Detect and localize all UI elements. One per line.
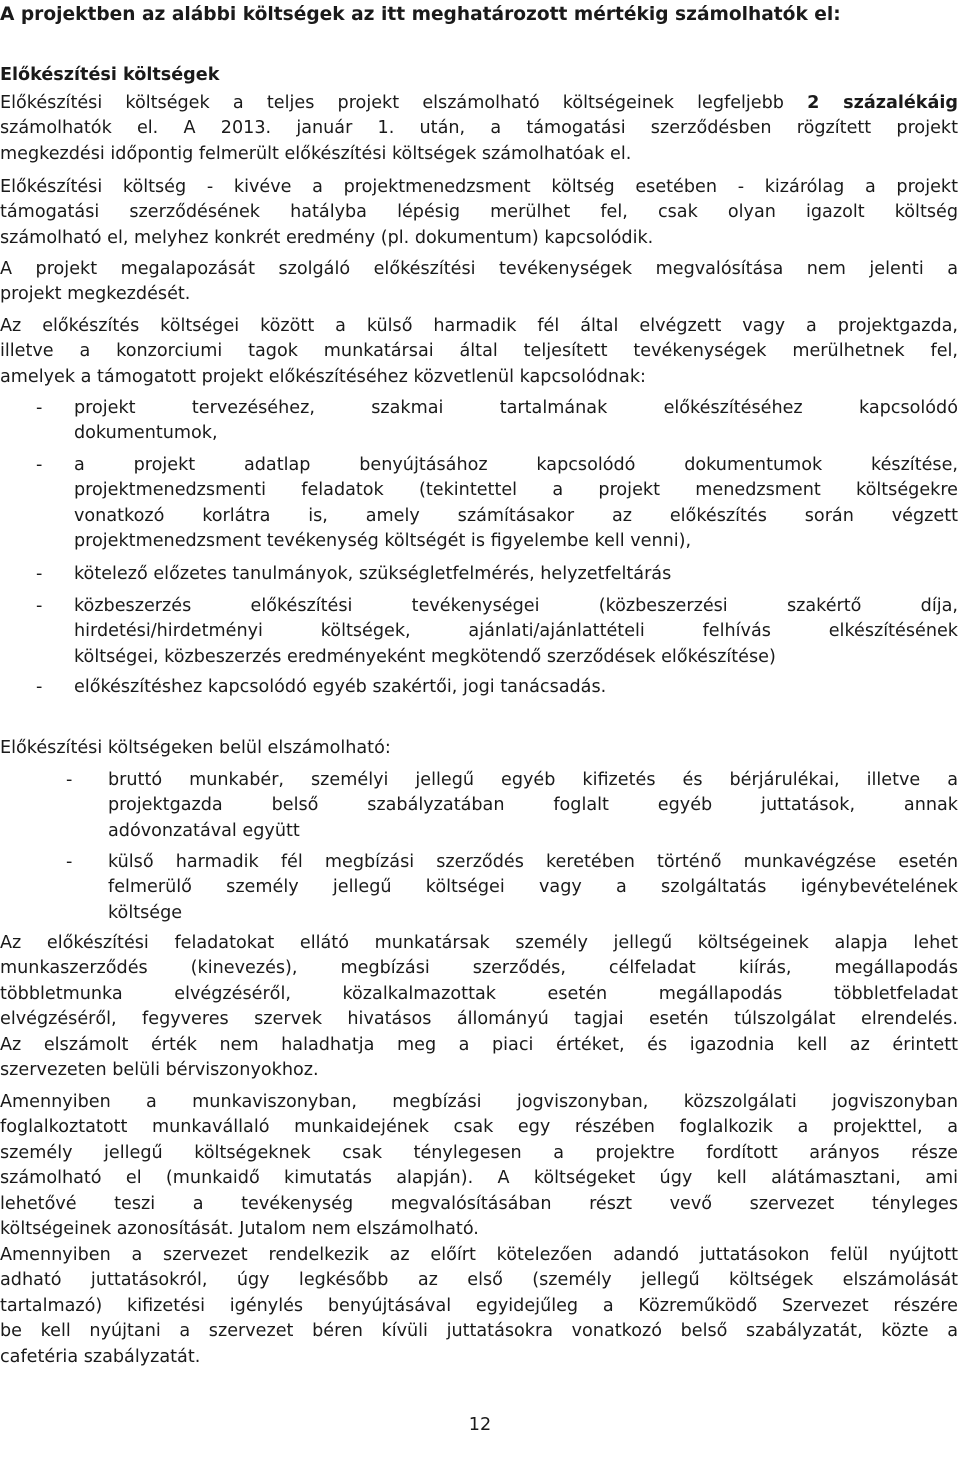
list-line: projektmenedzsmenti feladatok (tekintettel a projekt menedzsment költségekre [74,480,958,501]
list-dash: - [36,455,43,475]
paragraph-line: számolható el (munkaidő kimutatás alapján). A költségeket úgy kell alátámasztani, ami [0,1168,958,1189]
paragraph-line: amelyek a támogatott projekt előkészítéséhez közvetlenül kapcsolódnak: [0,366,646,387]
paragraph-line: megkezdési időpontig felmerült előkészítési költségek számolhatóak el. [0,143,632,164]
paragraph-line: elvégzéséről, fegyveres szervek hivatásos állományú tagjai esetén túlszolgálat elrendelés. [0,1009,958,1030]
paragraph-line: Az elszámolt érték nem haladhatja meg a piaci értéket, és igazodnia kell az érintett [0,1034,958,1055]
section-title: Előkészítési költségek [0,65,220,85]
paragraph-line: Az előkészítés költségei között a külső harmadik fél által elvégzett vagy a projektgazda, [0,316,958,336]
paragraph-line: lehetővé teszi a tevékenység megvalósításában részt vevő szervezet tényleges [0,1193,958,1214]
list-dash: - [36,677,43,697]
paragraph-line: tartalmazó) kifizetési igénylés benyújtásával egyidejűleg a Közreműködő Szervezet részére [0,1295,958,1316]
paragraph-4 [0,314,958,390]
paragraph-7 [0,1090,958,1242]
paragraph-line: Az előkészítési feladatokat ellátó munkatársak személy jellegű költségeinek alapja lehet [0,933,958,953]
list-line: vonatkozó korlátra is, amely számításakor az előkészítés során végzett [74,505,958,526]
paragraph-line: foglalkoztatott munkavállaló munkaidejének csak egy részében foglalkozik a projekttel, a [0,1117,958,1138]
list-line: kötelező előzetes tanulmányok, szükségletfelmérés, helyzetfeltárás [74,564,672,584]
paragraph-line: projekt megkezdését. [0,284,191,305]
list-line: előkészítéshez kapcsolódó egyéb szakértői, jogi tanácsadás. [74,677,607,697]
paragraph-line: munkaszerződés (kinevezés), megbízási szerződés, célfeladat kiírás, megállapodás [0,958,958,979]
list-line: költségei, közbeszerzés eredményeként megkötendő szerződések előkészítése) [74,646,776,667]
paragraph-line: számolható el, melyhez konkrét eredmény (pl. dokumentum) kapcsolódik. [0,227,654,248]
paragraph-2 [0,175,958,251]
paragraph-line: be kell nyújtani a szervezet béren kívüli juttatásokra vonatkozó belső szabályzatát, közte a [0,1321,958,1342]
list-dash: - [66,770,73,790]
list-line: adóvonzatával együtt [108,820,300,841]
list-line: hirdetési/hirdetményi költségek, ajánlati/ajánlattételi felhívás elkészítésének [74,621,958,642]
list-dash: - [36,564,43,584]
paragraph-line: számolhatók el. A 2013. január 1. után, a támogatási szerződésben rögzített projekt [0,118,958,139]
page-number: 12 [468,1415,492,1435]
list-line: közbeszerzés előkészítési tevékenységei (közbeszerzési szakértő díja, [74,596,958,616]
list-line: projektgazda belső szabályzatában foglalt egyéb juttatások, annak [108,795,958,816]
page-heading: A projektben az alábbi költségek az itt meghatározott mértékig számolhatók el: [0,4,841,25]
list-dash: - [36,596,43,616]
paragraph-line [0,91,958,116]
paragraph-line: szervezeten belüli bérviszonyokhoz. [0,1060,319,1081]
paragraph-3 [0,257,958,308]
list-line: bruttó munkabér, személyi jellegű egyéb kifizetés és bérjárulékai, illetve a [108,770,958,790]
paragraph-line: cafetéria szabályzatát. [0,1346,201,1367]
paragraph-8 [0,1243,958,1370]
list-line: projektmenedzsment tevékenység költségét is figyelembe kell venni), [74,531,692,552]
paragraph-line: költségeinek azonosítását. Jutalom nem elszámolható. [0,1219,479,1240]
paragraph-5: Előkészítési költségeken belül elszámolható: [0,738,391,758]
paragraph-line: támogatási szerződésének hatályba lépésig merülhet fel, csak olyan igazolt költség [0,202,958,223]
list-line: költsége [108,902,183,923]
paragraph-line: Előkészítési költség - kivéve a projektmenedzsment költség esetében - kizárólag a projekt [0,177,958,197]
list-line: a projekt adatlap benyújtásához kapcsolódó dokumentumok készítése, [74,455,958,475]
paragraph-line: A projekt megalapozását szolgáló előkészítési tevékenységek megvalósítása nem jelenti a [0,259,958,279]
text-run: Előkészítési költségek a teljes projekt elszámolható költségeinek legfeljebb [0,93,808,113]
paragraph-line: Amennyiben a szervezet rendelkezik az előírt kötelezően adandó juttatásokon felül nyújtott [0,1245,958,1265]
bold-text: 2 százalékáig [807,93,958,113]
list-line: projekt tervezéséhez, szakmai tartalmának előkészítéséhez kapcsolódó [74,398,958,418]
list-line: külső harmadik fél megbízási szerződés keretében történő munkavégzése esetén [108,852,958,872]
paragraph-1 [0,91,958,167]
paragraph-line: illetve a konzorciumi tagok munkatársai által teljesített tevékenységek merülhetnek fel, [0,341,958,362]
list-line: felmerülő személy jellegű költségei vagy a szolgáltatás igénybevételének [108,877,958,898]
paragraph-line: személy jellegű költségeknek csak ténylegesen a projektre fordított arányos része [0,1142,958,1163]
paragraph-6 [0,931,958,1083]
list-line: dokumentumok, [74,423,218,444]
paragraph-line: többletmunka elvégzéséről, közalkalmazottak esetén megállapodás többletfeladat [0,983,958,1004]
paragraph-line: adható juttatásokról, úgy legkésőbb az első (személy jellegű költségek elszámolását [0,1270,958,1291]
list-dash: - [66,852,73,872]
list-dash: - [36,398,43,418]
paragraph-line: Amennyiben a munkaviszonyban, megbízási jogviszonyban, közszolgálati jogviszonyban [0,1092,958,1112]
